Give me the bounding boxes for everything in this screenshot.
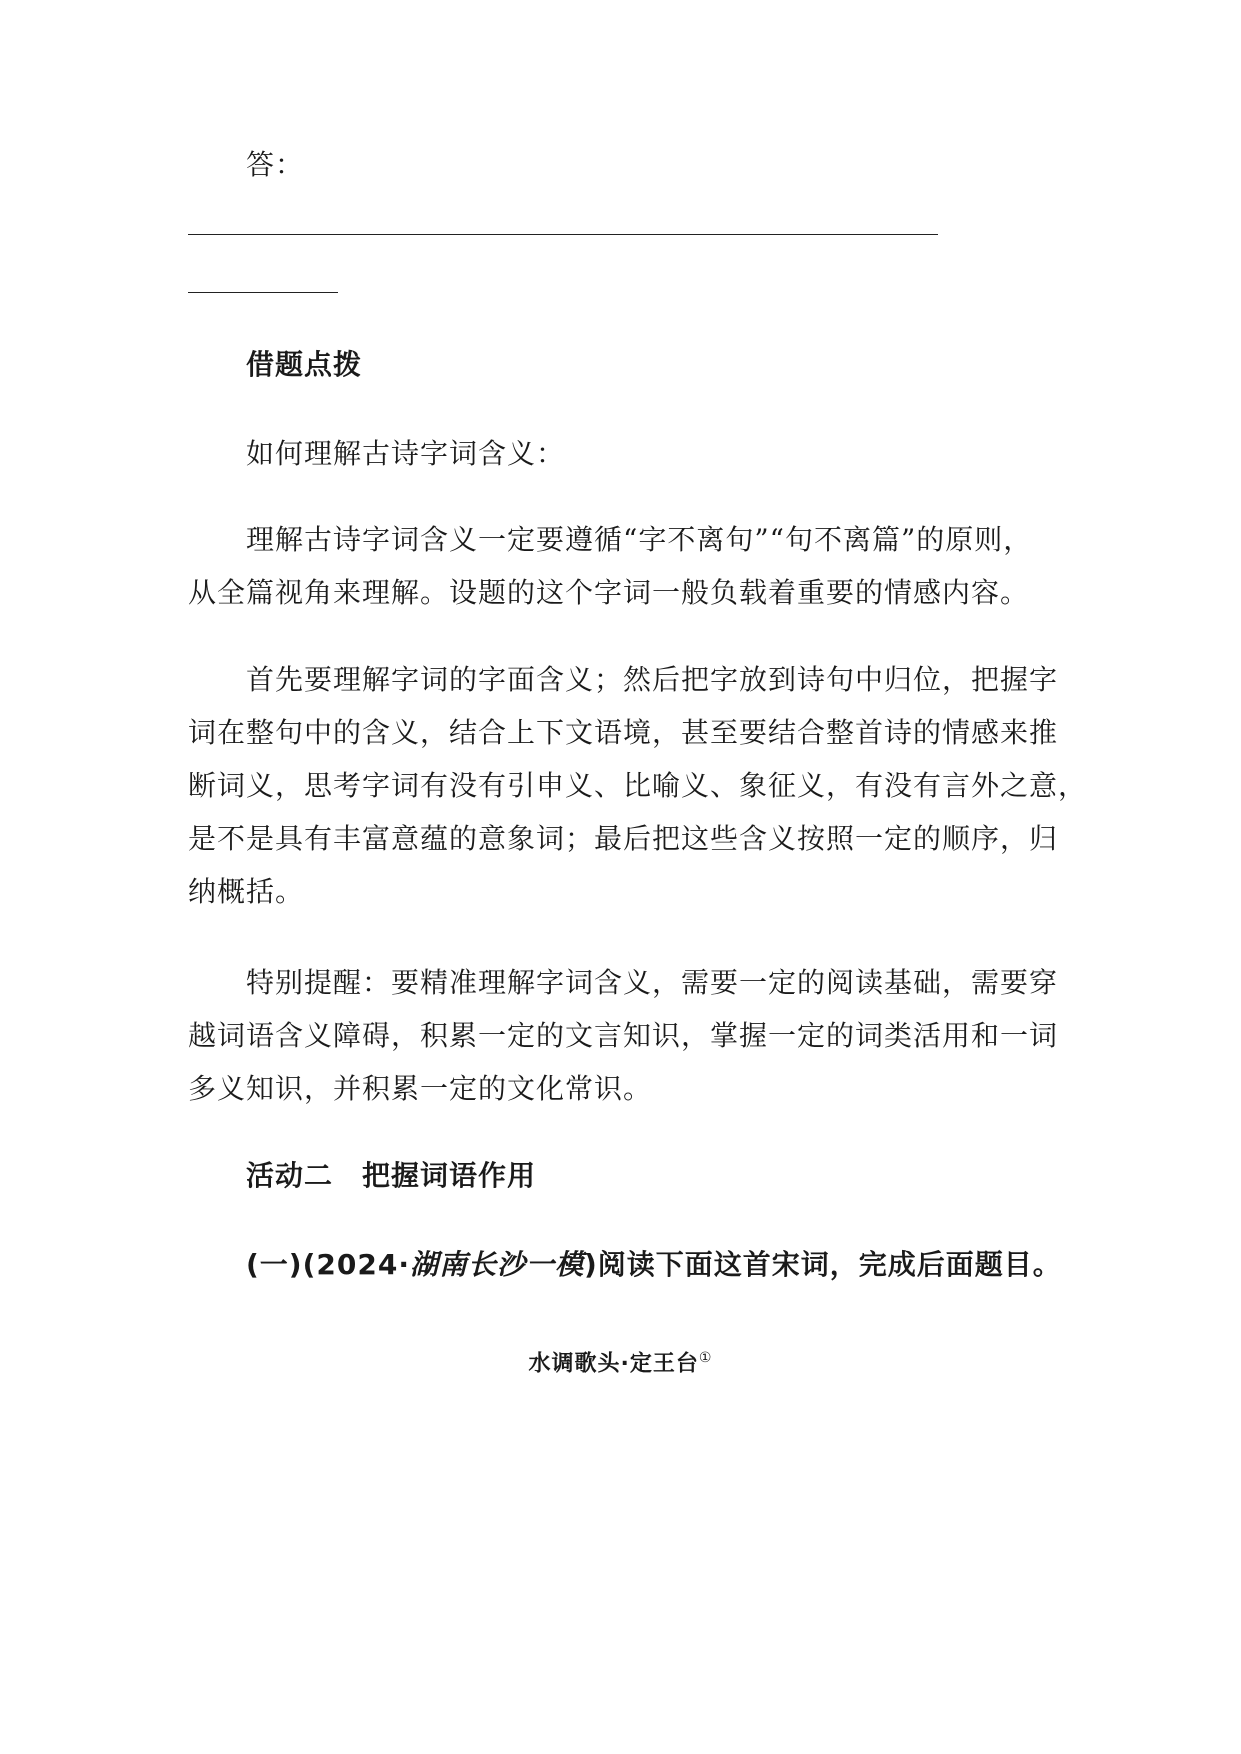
tips-p1-line-1: 理解古诗字词含义一定要遵循“字不离句”“句不离篇”的原则，: [246, 523, 1033, 556]
question-suffix: )阅读下面这首宋词，完成后面题目。: [583, 1248, 1062, 1281]
tips-p3-line-2: 越词语含义障碍，积累一定的文言知识，掌握一定的词类活用和一词: [188, 1019, 1059, 1052]
activity-heading: 活动二 把握词语作用: [246, 1159, 537, 1192]
tips-heading: 借题点拨: [246, 348, 363, 381]
tips-p1-line-2: 从全篇视角来理解。设题的这个字词一般负载着重要的情感内容。: [188, 576, 1030, 609]
answer-blank-line-2: [188, 292, 338, 293]
tips-intro: 如何理解古诗字词含义：: [246, 437, 566, 470]
question-prefix: (一)(2024·: [246, 1248, 410, 1281]
tips-p2-line-2: 词在整句中的含义，结合上下文语境，甚至要结合整首诗的情感来推: [188, 716, 1059, 749]
tips-p2-line-1: 首先要理解字词的字面含义；然后把字放到诗句中归位，把握字: [246, 663, 1059, 696]
tips-p3-line-3: 多义知识，并积累一定的文化常识。: [188, 1072, 653, 1105]
activity-question: [246, 1245, 1062, 1285]
poem-title-text: 水调歌头·定王台: [528, 1351, 699, 1377]
poem-title: [0, 1343, 1241, 1379]
answer-blank-line-1: [188, 234, 938, 235]
tips-p2-line-5: 纳概括。: [188, 875, 305, 908]
tips-p3-line-1: 特别提醒：要精准理解字词含义，需要一定的阅读基础，需要穿: [246, 966, 1059, 999]
answer-label: 答：: [246, 148, 305, 181]
tips-p2-line-4: 是不是具有丰富意蕴的意象词；最后把这些含义按照一定的顺序，归: [188, 822, 1059, 855]
tips-p2-line-3: 断词义，思考字词有没有引申义、比喻义、象征义，有没有言外之意，: [188, 769, 1088, 802]
poem-note-mark: ①: [698, 1350, 713, 1366]
question-source: 湖南长沙一模: [409, 1248, 584, 1281]
